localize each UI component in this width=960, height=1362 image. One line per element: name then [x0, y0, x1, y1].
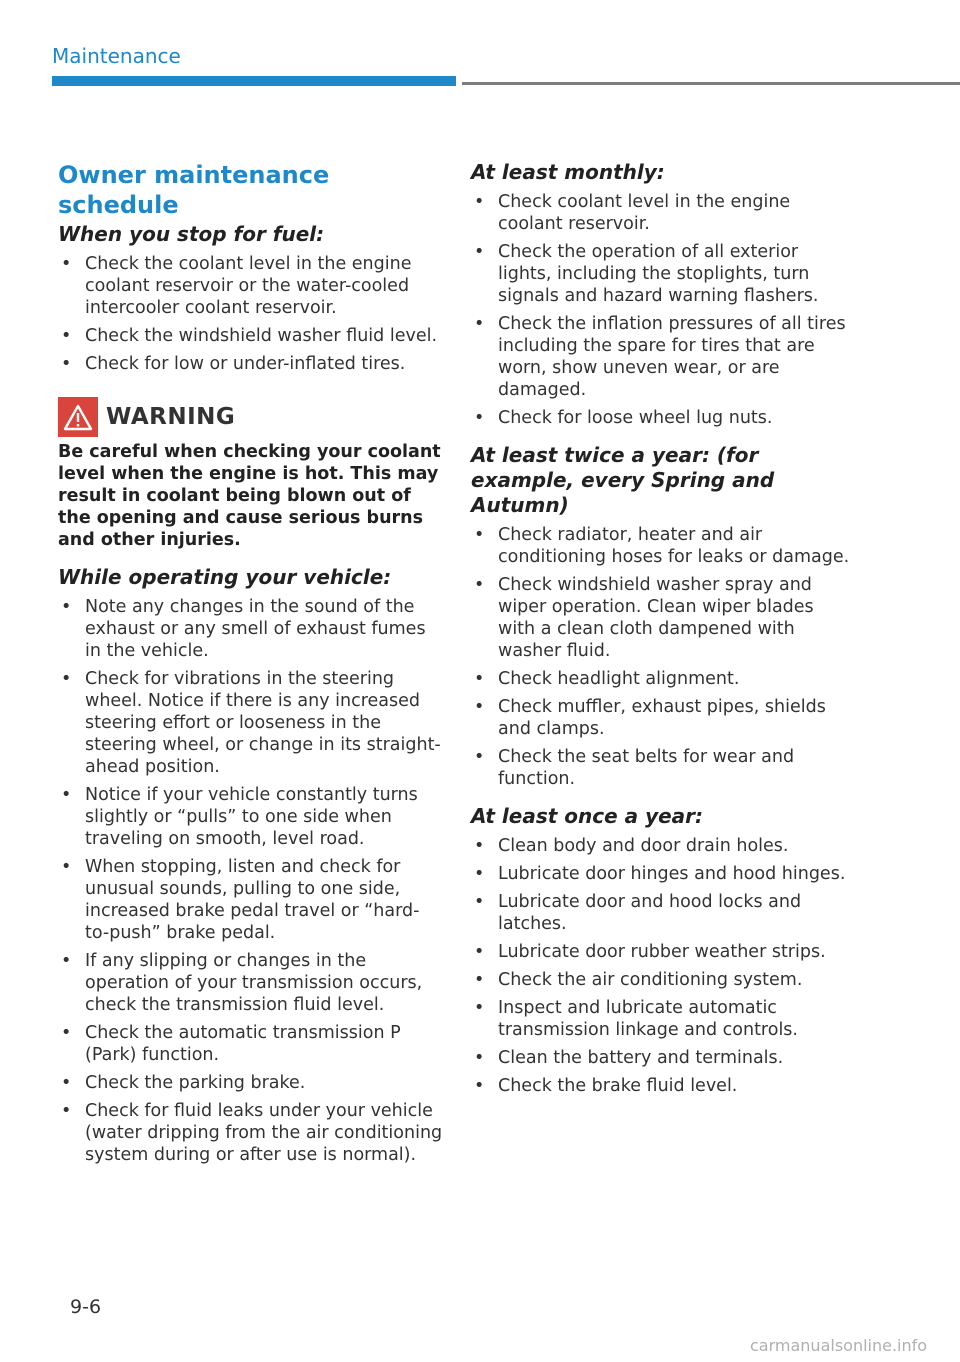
twice-yearly-heading: At least twice a year: (for example, every Spring and Autumn)	[471, 443, 775, 517]
list-item: • Check the air conditioning system.	[471, 969, 851, 991]
list-item: • Check the coolant level in the engine coolant reservoir or the water-cooled intercooler coolant reservoir.	[58, 253, 443, 319]
list-item: • Check muffler, exhaust pipes, shields and clamps.	[471, 696, 851, 740]
operating-list	[58, 596, 443, 1166]
fuel-heading: When you stop for fuel:	[58, 222, 325, 246]
list-item: • Check the parking brake.	[58, 1072, 443, 1094]
warning-text: Be careful when checking your coolant level when the engine is hot. This may result in coolant being blown out of the opening and cause serious burns and other injuries.	[58, 442, 441, 550]
right-column	[471, 160, 851, 1111]
section-title: Owner maintenance schedule	[58, 161, 330, 219]
list-item: • Check the operation of all exterior lights, including the stoplights, turn signals and hazard warning flashers.	[471, 241, 851, 307]
list-item: • Note any changes in the sound of the exhaust or any smell of exhaust fumes in the vehicle.	[58, 596, 443, 662]
list-item: • Check headlight alignment.	[471, 668, 851, 690]
list-item: • If any slipping or changes in the operation of your transmission occurs, check the transmission fluid level.	[58, 950, 443, 1016]
list-item: • Check radiator, heater and air conditioning hoses for leaks or damage.	[471, 524, 851, 568]
page-number: 9-6	[70, 1296, 102, 1318]
monthly-heading: At least monthly:	[471, 160, 665, 184]
list-item: • Check for fluid leaks under your vehicle (water dripping from the air conditioning system during or after use is normal).	[58, 1100, 443, 1166]
list-item: • Check coolant level in the engine coolant reservoir.	[471, 191, 851, 235]
list-item: • Notice if your vehicle constantly turns slightly or “pulls” to one side when traveling on smooth, level road.	[58, 784, 443, 850]
list-item: • Clean the battery and terminals.	[471, 1047, 851, 1069]
left-column	[58, 160, 443, 1180]
header-rule	[462, 82, 960, 85]
operating-heading: While operating your vehicle:	[58, 565, 392, 589]
twice-yearly-list	[471, 524, 851, 790]
list-item: • Check for vibrations in the steering wheel. Notice if there is any increased steering effort or looseness in the steering wheel, or change in its straight-ahead position.	[58, 668, 443, 778]
list-item: • Lubricate door and hood locks and latches.	[471, 891, 851, 935]
warning-header	[58, 397, 443, 437]
list-item: • Check for loose wheel lug nuts.	[471, 407, 851, 429]
list-item: • Lubricate door hinges and hood hinges.	[471, 863, 851, 885]
list-item: • Check windshield washer spray and wiper operation. Clean wiper blades with a clean cloth dampened with washer fluid.	[471, 574, 851, 662]
monthly-list	[471, 191, 851, 429]
warning-triangle-icon	[58, 397, 98, 437]
watermark: carmanualsonline.info	[750, 1336, 928, 1355]
warning-label: WARNING	[106, 404, 236, 430]
list-item: • Inspect and lubricate automatic transmission linkage and controls.	[471, 997, 851, 1041]
chapter-title: Maintenance	[52, 44, 181, 68]
yearly-list	[471, 835, 851, 1097]
warning-box	[58, 397, 443, 551]
list-item: • Check the inflation pressures of all tires including the spare for tires that are worn, show uneven wear, or are damaged.	[471, 313, 851, 401]
yearly-heading: At least once a year:	[471, 804, 704, 828]
list-item: • Check the seat belts for wear and function.	[471, 746, 851, 790]
list-item: • Lubricate door rubber weather strips.	[471, 941, 851, 963]
list-item: • Clean body and door drain holes.	[471, 835, 851, 857]
header-accent-bar	[52, 76, 456, 86]
list-item: • Check the brake fluid level.	[471, 1075, 851, 1097]
list-item: • When stopping, listen and check for unusual sounds, pulling to one side, increased brake pedal travel or “hard-to-push” brake pedal.	[58, 856, 443, 944]
list-item: • Check the windshield washer fluid level.	[58, 325, 443, 347]
list-item: • Check for low or under-inflated tires.	[58, 353, 443, 375]
fuel-list	[58, 253, 443, 375]
list-item: • Check the automatic transmission P (Park) function.	[58, 1022, 443, 1066]
